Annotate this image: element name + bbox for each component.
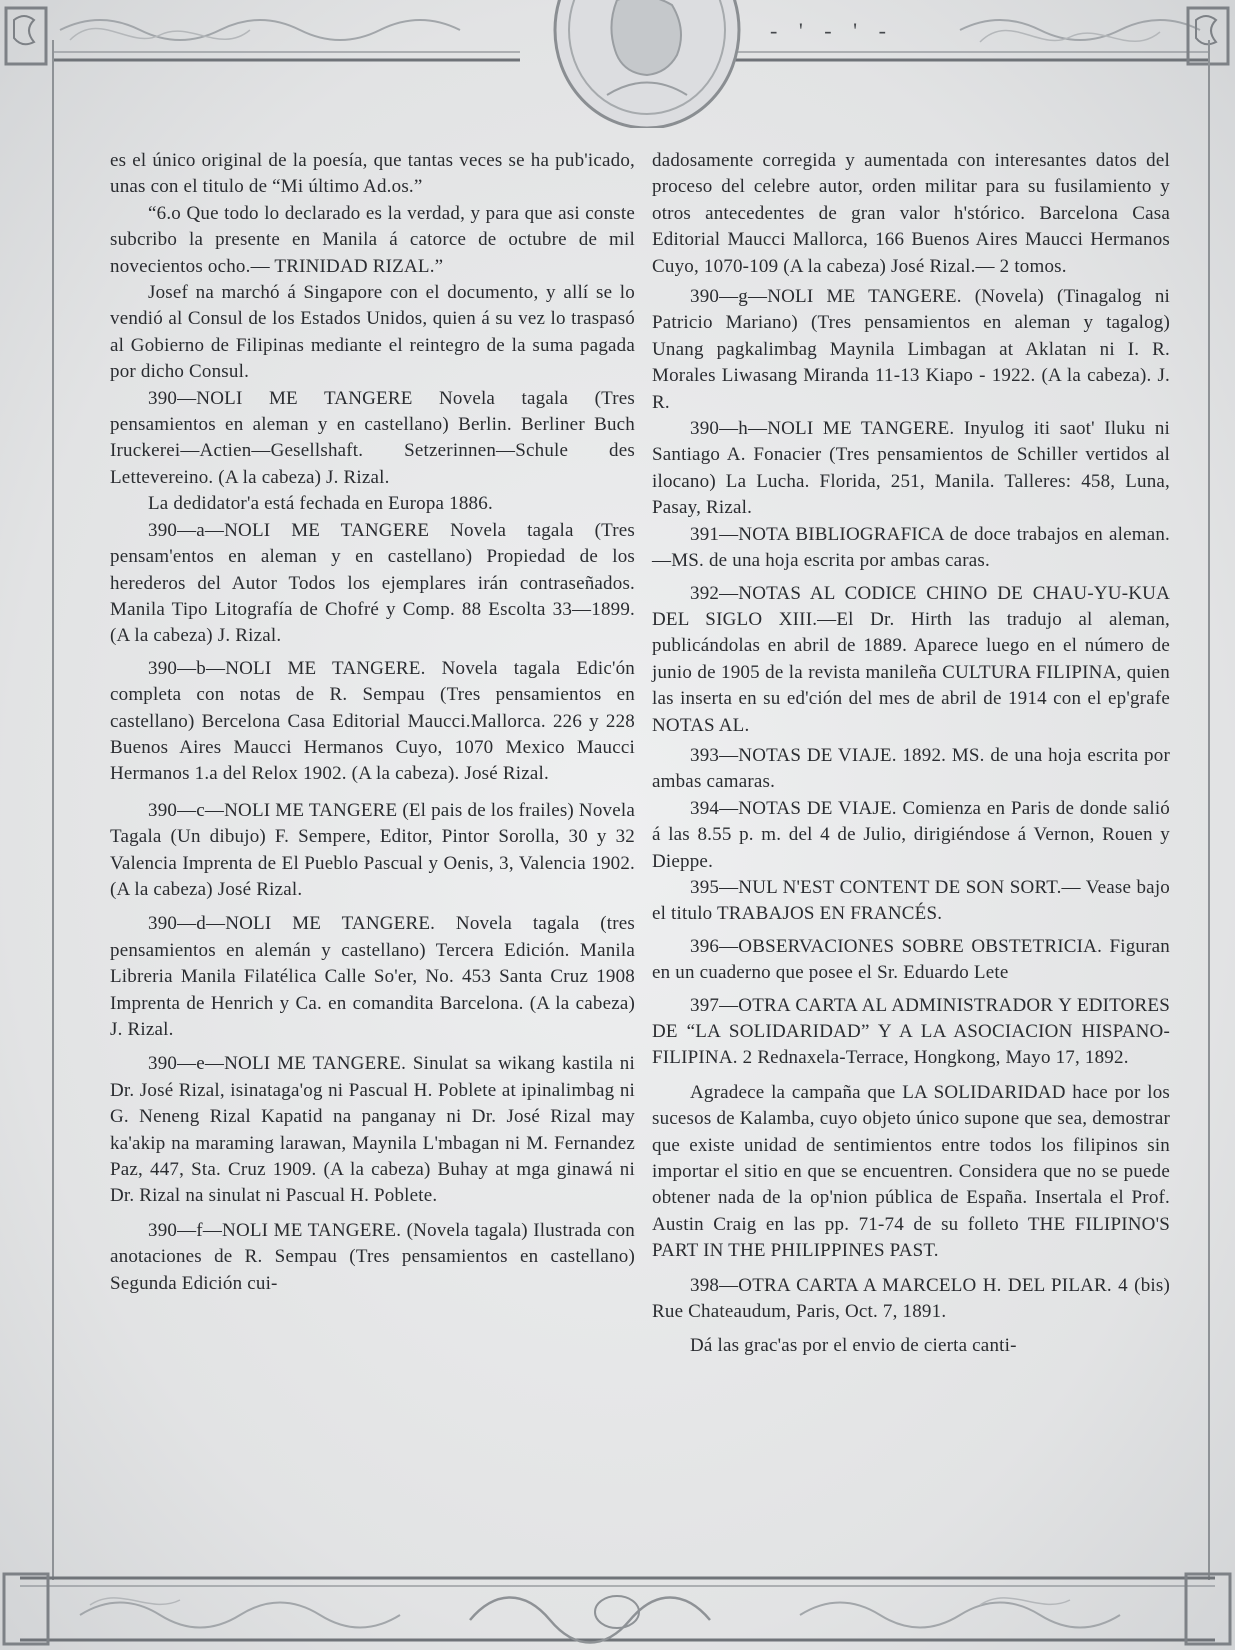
right-border-rule — [1208, 40, 1210, 1580]
paragraph: “6.o Que todo lo declarado es la verdad, y para que asi conste subcribo la presente en Manila á catorce de octubre de mil novecientos ocho.— TRINIDAD RIZAL.” — [110, 202, 635, 277]
bibliography-entry: 395—NUL N'EST CONTENT DE SON SORT.— Vease bajo el titulo TRABAJOS EN FRANCÉS. — [652, 876, 1170, 925]
text-column-left — [110, 148, 635, 1297]
paragraph: La dedidator'a está fechada en Europa 1886. — [148, 493, 493, 515]
bottom-ornamental-border — [0, 1560, 1235, 1650]
paragraph: Josef na marchó á Singapore con el documento, y allí se lo vendió al Consul de los Estados Unidos, quien á su vez lo traspasó al Gobierno de Filipinas mediante el reintegro de la suma pagada por dicho Consul. — [110, 282, 635, 383]
bibliography-entry: 392—NOTAS AL CODICE CHINO DE CHAU-YU-KUA DEL SIGLO XIII.—El Dr. Hirth las tradujo al aleman, publicándolas en abril de 1889. Aparece luego en el número de junio de 1905 de la revista manileña CULTURA FILIPINA, quien las inserta en su ed'ción del mes de abril de 1914 con el ep'grafe NOTAS AL. — [652, 582, 1170, 736]
paragraph: Agradece la campaña que LA SOLIDARIDAD hace por los sucesos de Kalamba, cuyo objeto único supone que sea, demostrar que existe unidad de sentimientos entre todos los filipinos sin importar el sitio en que se encuentren. Considera que no se puede obtener nada de la op'nion pública de España. Insertala el Prof. Austin Craig en las pp. 71-74 de su folleto THE FILIPINO'S PART IN THE PHILIPPINES PAST. — [652, 1081, 1170, 1262]
bibliography-entry: 390—h—NOLI ME TANGERE. Inyulog iti saot' Iluku ni Santiago A. Fonacier (Tres pensamientos de Schiller vertidos al ilocano) La Lucha. Florida, 251, Manila. Talleres: 458, Luna, Pasay, Rizal. — [652, 418, 1170, 519]
portrait-medallion-image — [547, 0, 747, 128]
bibliography-entry: 390—c—NOLI ME TANGERE (El pais de los frailes) Novela Tagala (Un dibujo) F. Sempere, Editor, Pintor Sorolla, 30 y 32 Valencia Imprenta de El Pueblo Pascual y Oenis, 3, Valencia 1902. (A la cabeza) José Rizal. — [110, 799, 635, 900]
bibliography-entry: 394—NOTAS DE VIAJE. Comienza en Paris de donde salió á las 8.55 p. m. del 4 de Julio, dirigiéndose á Vernon, Rouen y Dieppe. — [652, 797, 1170, 872]
bibliography-entry: 393—NOTAS DE VIAJE. 1892. MS. de una hoja escrita por ambas camaras. — [652, 744, 1170, 793]
text-column-right — [652, 148, 1170, 1360]
bibliography-entry: 390—d—NOLI ME TANGERE. Novela tagala (tres pensamientos en alemán y castellano) Tercera Edición. Manila Libreria Manila Filatélica Calle So'er, No. 453 Santa Cruz 1908 Imprenta de Henrich y Ca. en comandita Barcelona. (A la cabeza) J. Rizal. — [110, 913, 635, 1040]
bibliography-entry: 397—OTRA CARTA AL ADMINISTRADOR Y EDITORES DE “LA SOLIDARIDAD” Y A LA ASOCIACION HISPANO-FILIPINA. 2 Rednaxela-Terrace, Hongkong, Mayo 17, 1892. — [652, 994, 1170, 1069]
bibliography-entry: 390—g—NOLI ME TANGERE. (Novela) (Tinagalog ni Patricio Mariano) (Tres pensamientos en aleman y tagalog) Unang pagkalimbag Maynila Limbagan at Aklatan ni I. R. Morales Liwasang Miranda 11-13 Kiapo - 1922. (A la cabeza). J. R. — [652, 286, 1170, 413]
paragraph: dadosamente corregida y aumentada con interesantes datos del proceso del celebre autor, orden militar para su fusilamiento y otros antecedentes de gran valor h'stórico. Barcelona Casa Editorial Maucci Mallorca, 166 Buenos Aires Maucci Hermanos Cuyo, 1070-109 (A la cabeza) José Rizal.— 2 tomos. — [652, 150, 1170, 277]
header-marks: - ' - ' - — [770, 18, 894, 43]
bibliography-entry: 391—NOTA BIBLIOGRAFICA de doce trabajos en aleman.—MS. de una hoja escrita por ambas caras. — [652, 523, 1170, 572]
bibliography-entry: 390—NOLI ME TANGERE Novela tagala (Tres pensamientos en aleman y en castellano) Berlin. Berliner Buch Iruckerei—Actien—Gesellshaft. Setzerinnen—Schule des Lettevereino. (A la cabeza) J. Rizal. — [110, 387, 635, 488]
bibliography-entry: 390—a—NOLI ME TANGERE Novela tagala (Tres pensam'entos en aleman y en castellano) Propiedad de los herederos del Autor Todos los ejemplares irán contraseñados. Manila Tipo Litografía de Chofré y Comp. 88 Escolta 33—1899. (A la cabeza) J. Rizal. — [110, 519, 635, 647]
bibliography-entry: 396—OBSERVACIONES SOBRE OBSTETRICIA. Figuran en un cuaderno que posee el Sr. Eduardo Lete — [652, 935, 1170, 984]
paragraph: es el único original de la poesía, que tantas veces se ha pub'icado, unas con el titulo de “Mi último Ad.os.” — [110, 150, 635, 198]
bibliography-entry: 390—b—NOLI ME TANGERE. Novela tagala Edic'ón completa con notas de R. Sempau (Tres pensamientos en castellano) Bercelona Casa Editorial Maucci.Mallorca. 226 y 228 Buenos Aires Maucci Hermanos Cuyo, 1070 Mexico Maucci Hermanos 1.a del Relox 1902. (A la cabeza). José Rizal. — [110, 657, 635, 785]
left-border-rule — [52, 40, 54, 1580]
bibliography-entry: 390—f—NOLI ME TANGERE. (Novela tagala) Ilustrada con anotaciones de R. Sempau (Tres pensamientos en castellano) Segunda Edición cui- — [110, 1219, 635, 1294]
bibliography-entry: 398—OTRA CARTA A MARCELO H. DEL PILAR. 4 (bis) Rue Chateaudum, Paris, Oct. 7, 1891. — [652, 1274, 1170, 1323]
bibliography-entry: 390—e—NOLI ME TANGERE. Sinulat sa wikang kastila ni Dr. José Rizal, isinataga'og ni Pascual H. Poblete at ipinalimbag ni G. Neneng Rizal Kapatid na panganay ni Dr. José Rizal may ka'akip na maraming larawan, Maynila L'mbagan ni M. Fernandez Paz, 447, Sta. Cruz 1909. (A la cabeza) Buhay at mga ginawá ni Dr. Rizal na sinulat ni Pascual H. Poblete. — [110, 1053, 635, 1207]
paragraph: Dá las grac'as por el envio de cierta canti- — [690, 1335, 1017, 1357]
